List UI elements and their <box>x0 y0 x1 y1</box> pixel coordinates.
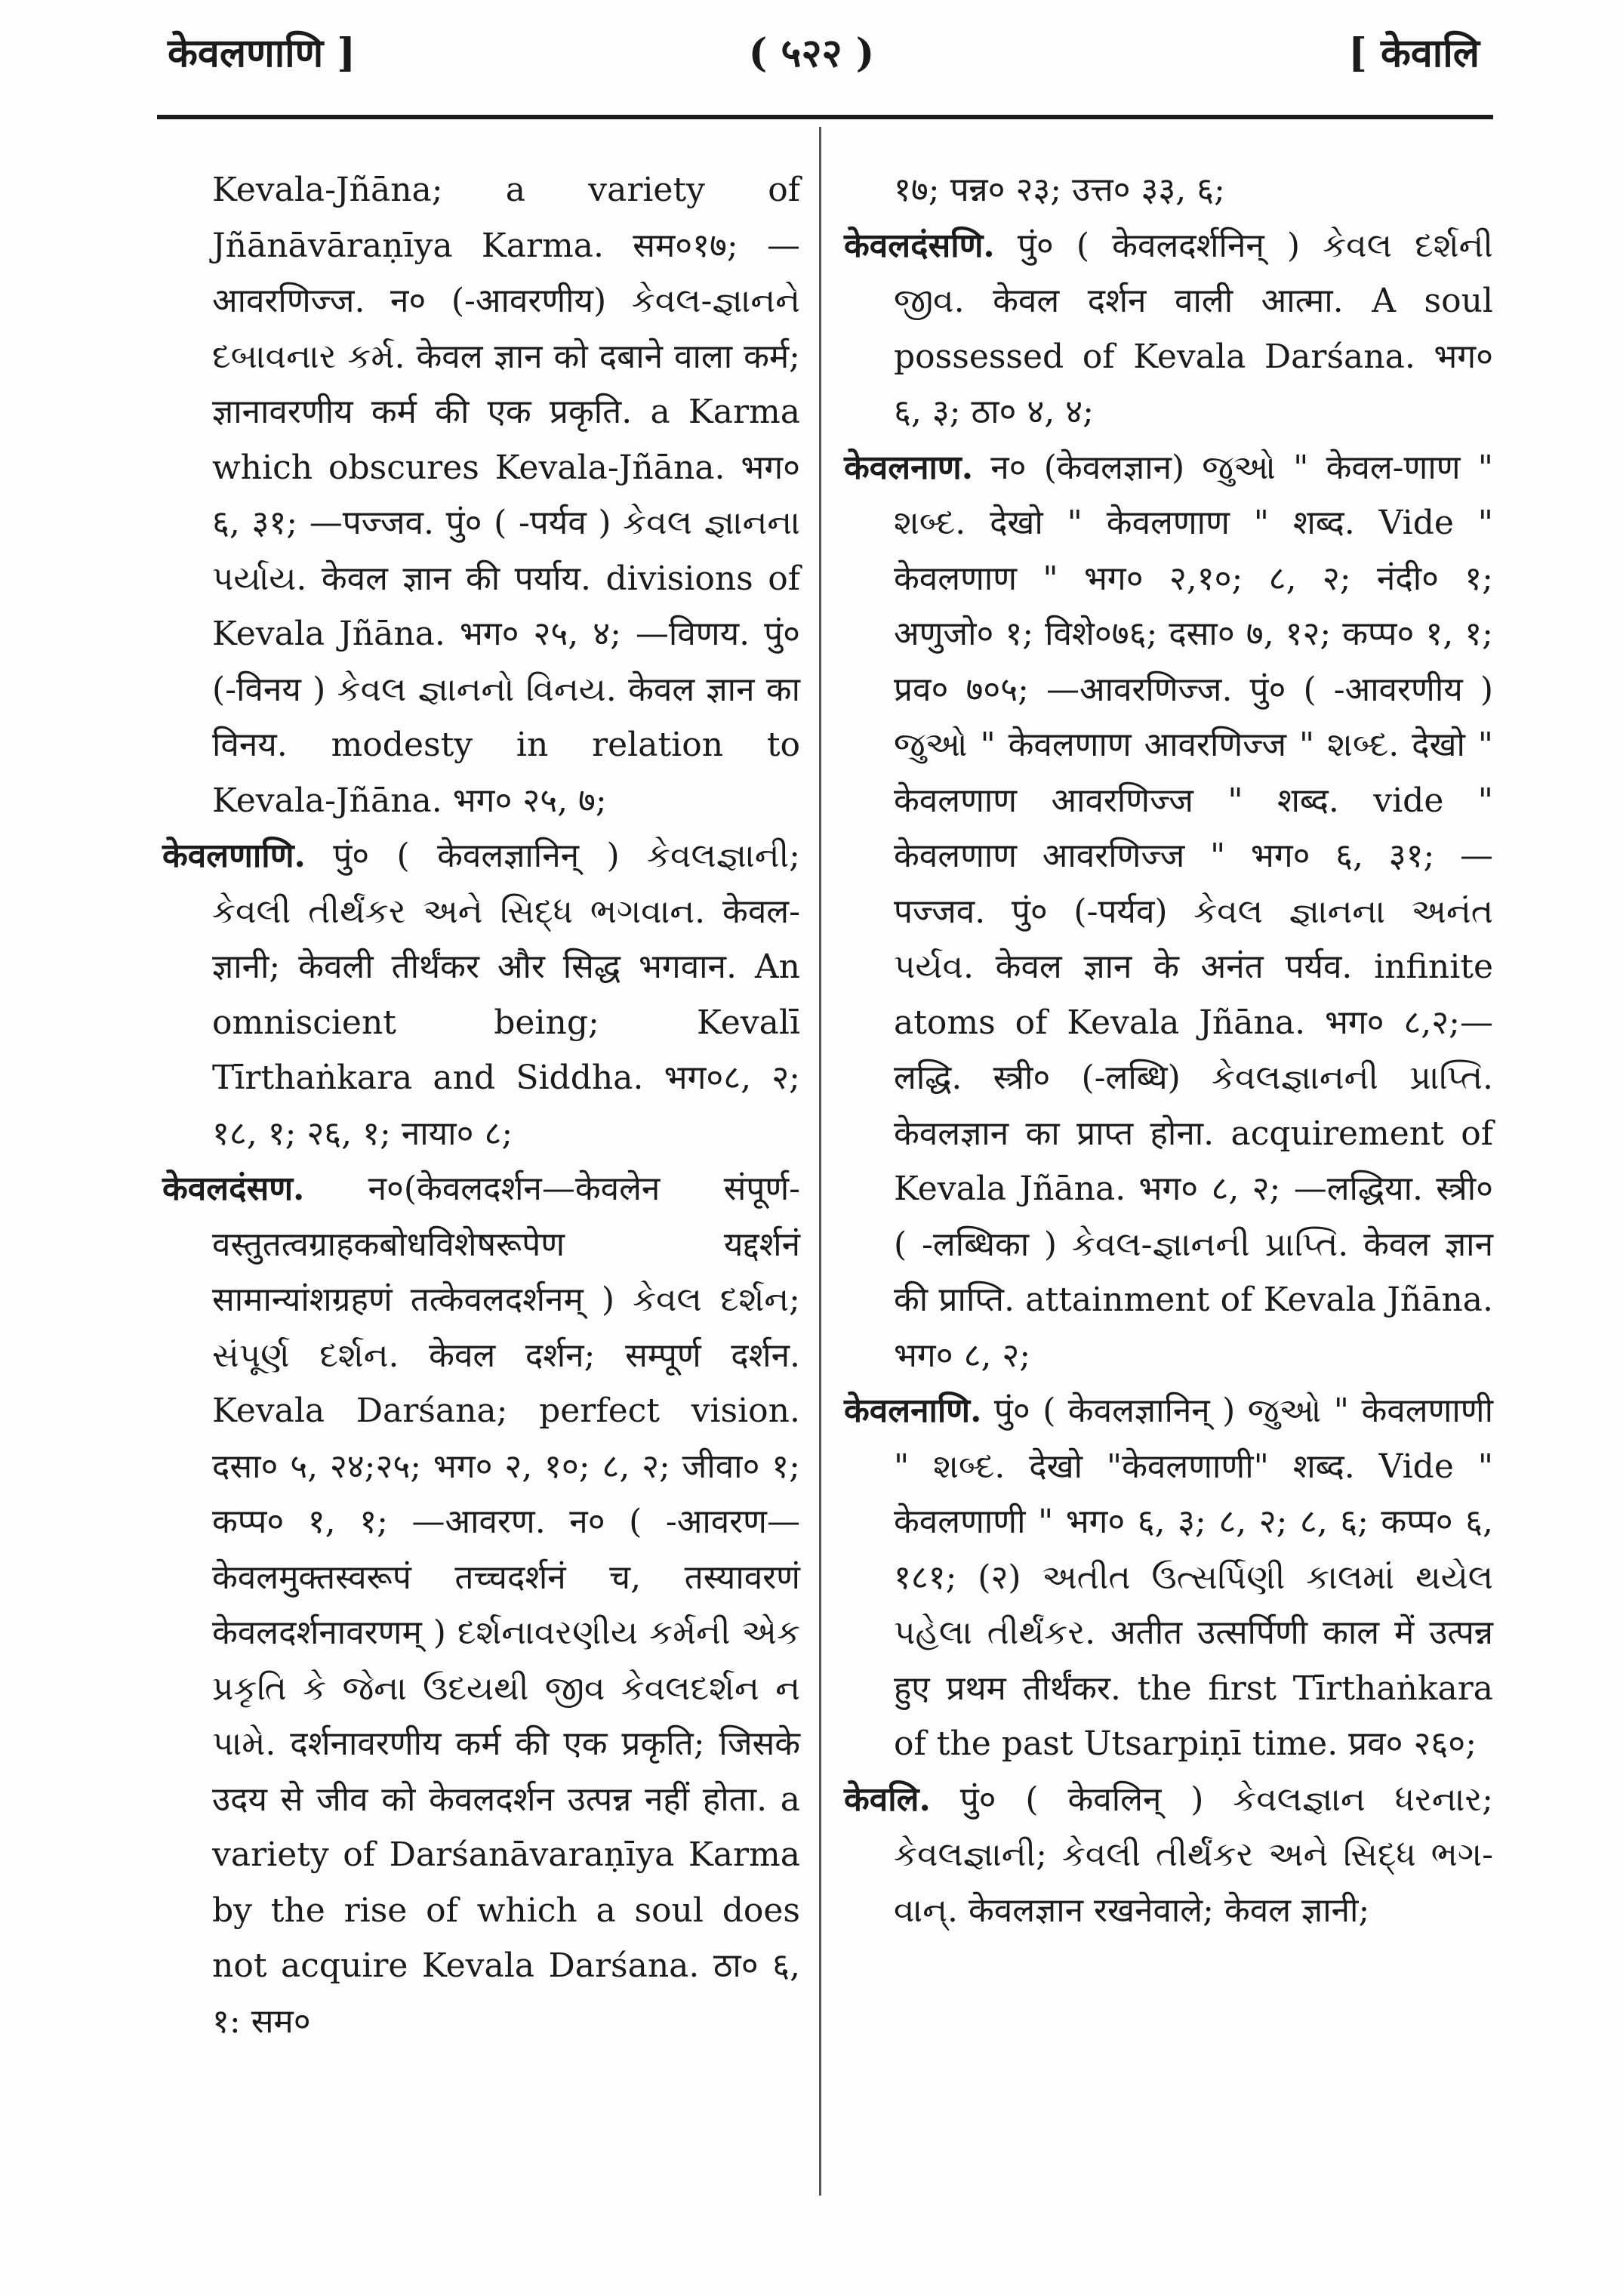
entry-text: न० (केवलज्ञान) જુઓ " केवल-णाण " શબ્દ. देखो " केवलणाण " शब्द. Vide " केवलणाण " भग० २,१०; ८, २; नंदी० १; अणुजो० १; विशे०७६; दसा० ७, १२; कप्प० १, १; प्रव० ७०५; —आवरणिज्ज. पुं० ( -आवरणीय ) જુઓ " केवलणाण आवरणिज्ज " શબ્દ. देखो " केवलणाण आवरणिज्ज " शब्द. vide " केवलणाण आवरणिज्ज " भग० ६, ३१; —पज्जव. पुं० (-पर्यव) કેવલ જ્ઞાનના અનંત પર્યવ. केवल ज्ञान के अनंत पर्यव. infinite atoms of Kevala Jñāna. भग० ८,२;—लद्धि. स्त्री० (-लब्धि) કેવલજ્ઞાનની પ્રાપ્તિ. केवलज्ञान का प्राप्त होना. acquirement of Kevala Jñāna. भग० ८, २; —लद्धिया. स्त्री० ( -लब्धिका ) કેવલ-જ્ઞાનની પ્રાપ્તિ. केवल ज्ञान की प्राप्ति. attainment of Kevala Jñāna. भग० ८, २; <box>894 448 1493 1375</box>
entry-headword: केवलदंसणि. <box>844 226 995 265</box>
entry-text: १७; पन्न० २३; उत्त० ३३, ६; <box>894 171 1225 209</box>
entry-text: पुं० ( केवलज्ञानिन् ) કેવલજ્ઞાની; કેવલી તીર્થંકર અને સિદ્ધ ભગવાન. केवल-ज्ञानी; केवली तीर्थंकर और सिद्ध भगवान. An omniscient being; Kevalī Tīrthaṅkara and Siddha. भग०८, २; १८, १; २६, १; नाया० ८; <box>212 837 800 1153</box>
entry-text: पुं० ( केवलिन् ) કેવલજ્ઞાન ધરનાર; કેવલજ્ઞાની; કેવલી તીર્થંકર અને સિદ્ધ ભગ-વાન્. केवलज्ञान रखनेवाले; केवल ज्ञानी; <box>894 1780 1493 1930</box>
page-number: ( ५२२ ) <box>748 30 875 76</box>
column-divider <box>819 127 821 2196</box>
dictionary-entry <box>844 1383 1493 1772</box>
header-left-guideword: केवलणाणि ] <box>168 30 356 76</box>
entry-headword: केवलणाणि. <box>162 837 306 875</box>
right-column <box>844 162 1493 1938</box>
dictionary-entry <box>844 218 1493 440</box>
entry-headword: केवलदंसण. <box>162 1170 305 1208</box>
dictionary-entry <box>162 162 800 828</box>
dictionary-entry <box>162 828 800 1161</box>
dictionary-entry <box>162 1161 800 2049</box>
dictionary-entry <box>844 440 1493 1384</box>
entry-text: Kevala-Jñāna; a variety of Jñānāvāraṇīya Karma. सम०१७; —आवरणिज्ज. न० (-आवरणीय) કેવલ-જ્ઞાનને દબાવનાર કર્મ. केवल ज्ञान को दबाने वाला कर्म; ज्ञानावरणीय कर्म की एक प्रकृति. a Karma which obscures Kevala-Jñāna. भग० ६, ३१; —पज्जव. पुं० ( -पर्यव ) કેવલ જ્ઞાનના પર્યાય. केवल ज्ञान की पर्याय. divisions of Kevala Jñāna. भग० २५, ४; —विणय. पुं० (-विनय ) કેવલ જ્ઞાનનો વિનય. केवल ज्ञान का विनय. modesty in relation to Kevala-Jñāna. भग० २५, ७; <box>212 171 800 820</box>
dictionary-entry <box>844 162 1493 218</box>
entry-headword: केवलि. <box>844 1780 931 1819</box>
header-right-guideword: [ केवालि <box>1348 30 1480 76</box>
left-column <box>162 162 800 2049</box>
entry-text: पुं० ( केवलज्ञानिन् ) જુઓ " केवलणाणी " શબ્દ. देखो "केवलणाणी" शब्द. Vide " केवलणाणी " भग० ६, ३; ८, २; ८, ६; कप्प० ६, १८१; (२) અતીત ઉત્સર્પિણી કાલમાં થયેલ પહેલા તીર્થંકર. अतीत उत्सर्पिणी काल में उत्पन्न हुए प्रथम तीर्थंकर. the first Tīrthaṅkara of the past Utsarpiṇī time. प्रव० २६०; <box>894 1391 1493 1763</box>
entry-text: न०(केवलदर्शन—केवलेन संपूर्ण-वस्तुतत्वग्राहकबोधविशेषरूपेण यद्दर्शनं सामान्यांशग्रहणं तत्केवलदर्शनम् ) કેવલ દર્શન; સંપૂર્ણ દર્શન. केवल दर्शन; सम्पूर्ण दर्शन. Kevala Darśana; perfect vision. दसा० ५, २४;२५; भग० २, १०; ८, २; जीवा० १; कप्प० १, १; —आवरण. न० ( -आवरण—केवलमुक्तस्वरूपं तच्चदर्शनं च, तस्यावरणं केवलदर्शनावरणम् ) દર્શનાવરણીય કર્મની એક પ્રકૃતિ કે જેના ઉદયથી જીવ કેવલદર્શન ન પામે. दर्शनावरणीय कर्म की एक प्रकृति; जिसके उदय से जीव को केवलदर्शन उत्पन्न नहीं होता. a variety of Darśanāvaraṇīya Karma by the rise of which a soul does not acquire Kevala Darśana. ठा० ६, १: सम० <box>212 1170 800 2041</box>
header-rule <box>157 115 1493 119</box>
dictionary-entry <box>844 1772 1493 1939</box>
entry-headword: केवलनाणि. <box>844 1391 982 1430</box>
entry-text: पुं० ( केवलदर्शनिन् ) કેવલ દર્શની જીવ. केवल दर्शन वाली आत्मा. A soul possessed of Kevala Darśana. भग० ६, ३; ठा० ४, ४; <box>894 226 1493 431</box>
entry-headword: केवलनाण. <box>844 448 974 487</box>
